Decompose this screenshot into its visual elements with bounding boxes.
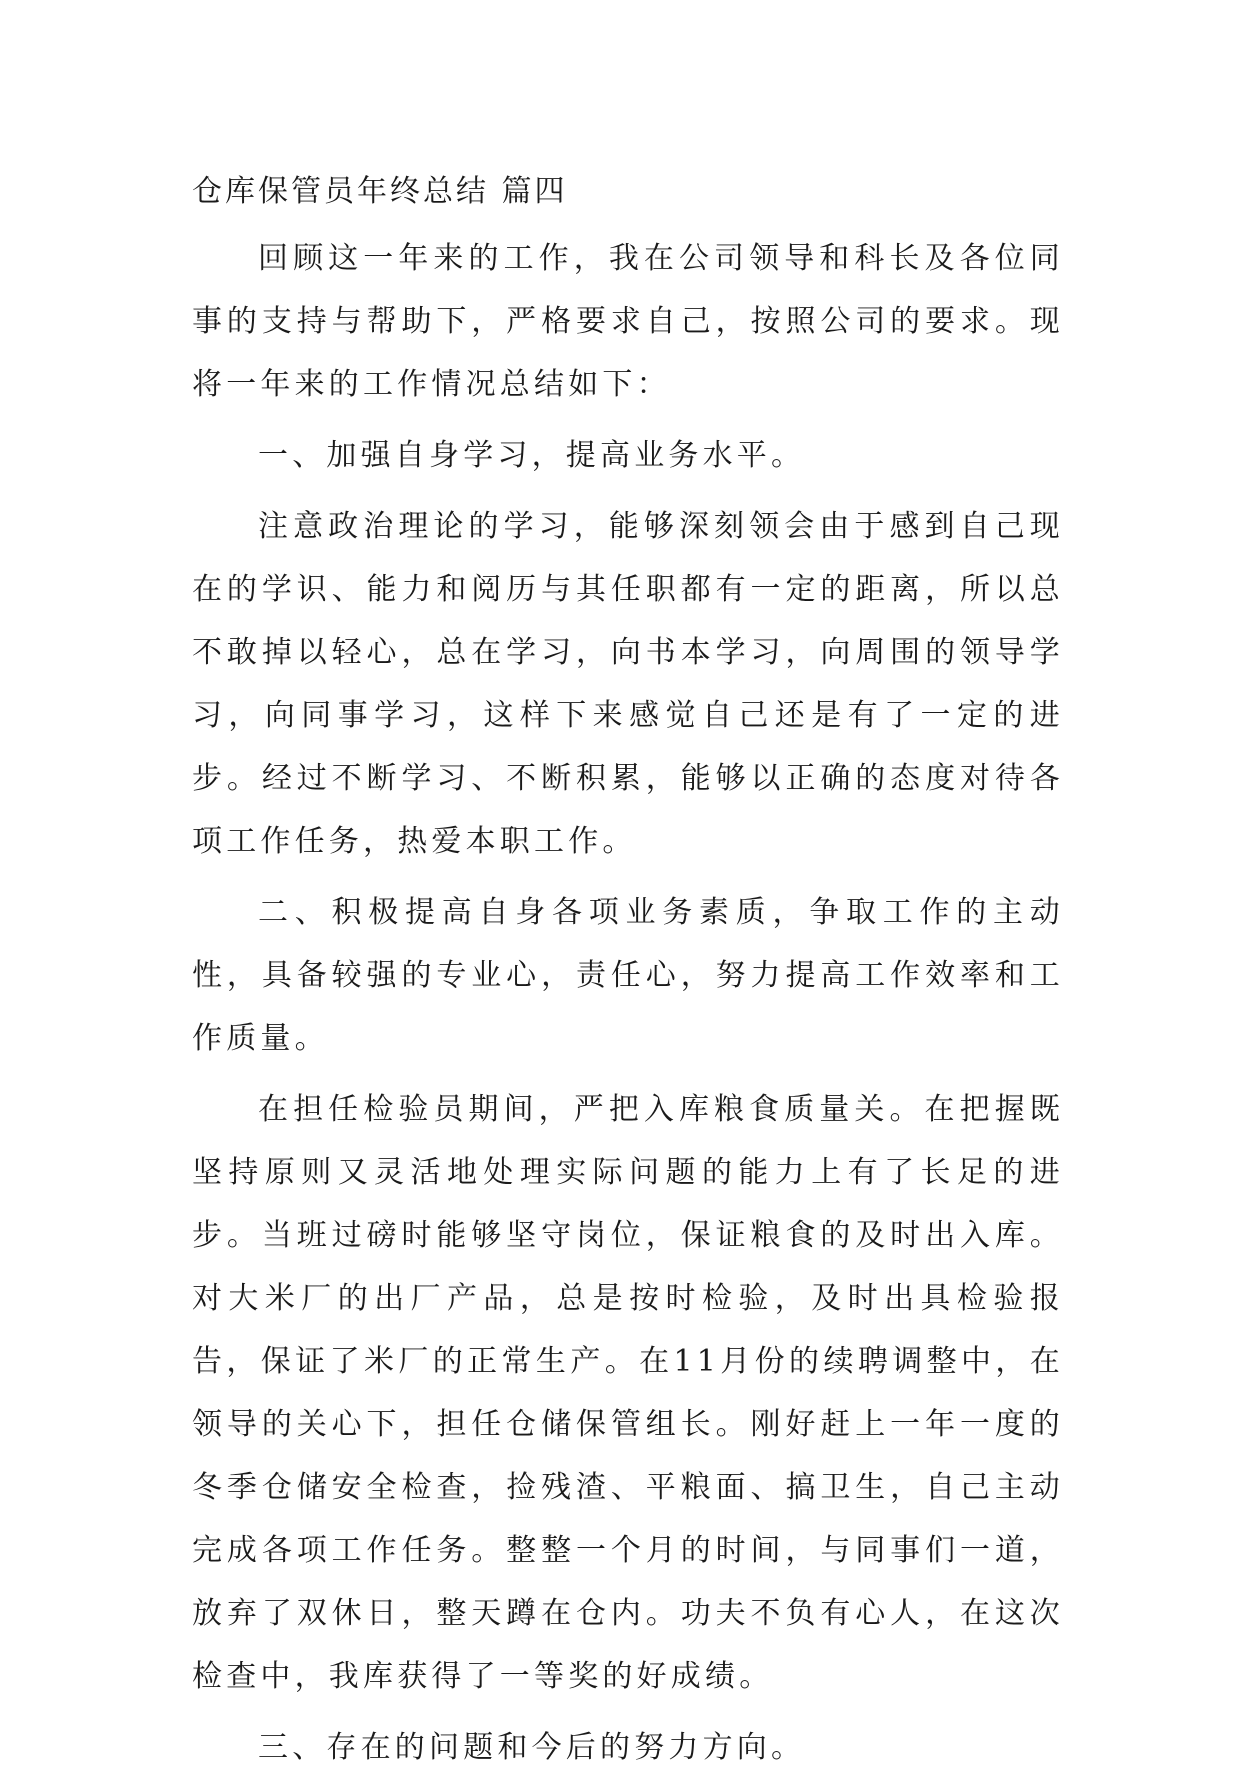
document-title: 仓库保管员年终总结 篇四 — [192, 174, 568, 209]
section-heading-3: 三、存在的问题和今后的努力方向。 — [258, 1730, 806, 1765]
intro-paragraph: 回顾这一年来的工作，我在公司领导和科长及各位同事的支持与帮助下，严格要求自己，按照公司的要求。现将一年来的工作情况总结如下： — [192, 241, 1064, 402]
section-heading-1: 一、加强自身学习，提高业务水平。 — [258, 438, 806, 473]
document-body — [192, 160, 1064, 1779]
section-heading-2: 二、积极提高自身各项业务素质，争取工作的主动性，具备较强的专业心，责任心，努力提高工作效率和工作质量。 — [192, 895, 1064, 1056]
section-1-paragraph: 注意政治理论的学习，能够深刻领会由于感到自己现在的学识、能力和阅历与其任职都有一定的距离，所以总不敢掉以轻心，总在学习，向书本学习，向周围的领导学习，向同事学习，这样下来感觉自己还是有了一定的进步。经过不断学习、不断积累，能够以正确的态度对待各项工作任务，热爱本职工作。 — [192, 509, 1064, 859]
section-2-paragraph: 在担任检验员期间，严把入库粮食质量关。在把握既坚持原则又灵活地处理实际问题的能力上有了长足的进步。当班过磅时能够坚守岗位，保证粮食的及时出入库。对大米厂的出厂产品，总是按时检验，及时出具检验报告，保证了米厂的正常生产。在11月份的续聘调整中，在领导的关心下，担任仓储保管组长。刚好赶上一年一度的冬季仓储安全检查，捡残渣、平粮面、搞卫生，自己主动完成各项工作任务。整整一个月的时间，与同事们一道，放弃了双休日，整天蹲在仓内。功夫不负有心人，在这次检查中，我库获得了一等奖的好成绩。 — [192, 1092, 1064, 1694]
